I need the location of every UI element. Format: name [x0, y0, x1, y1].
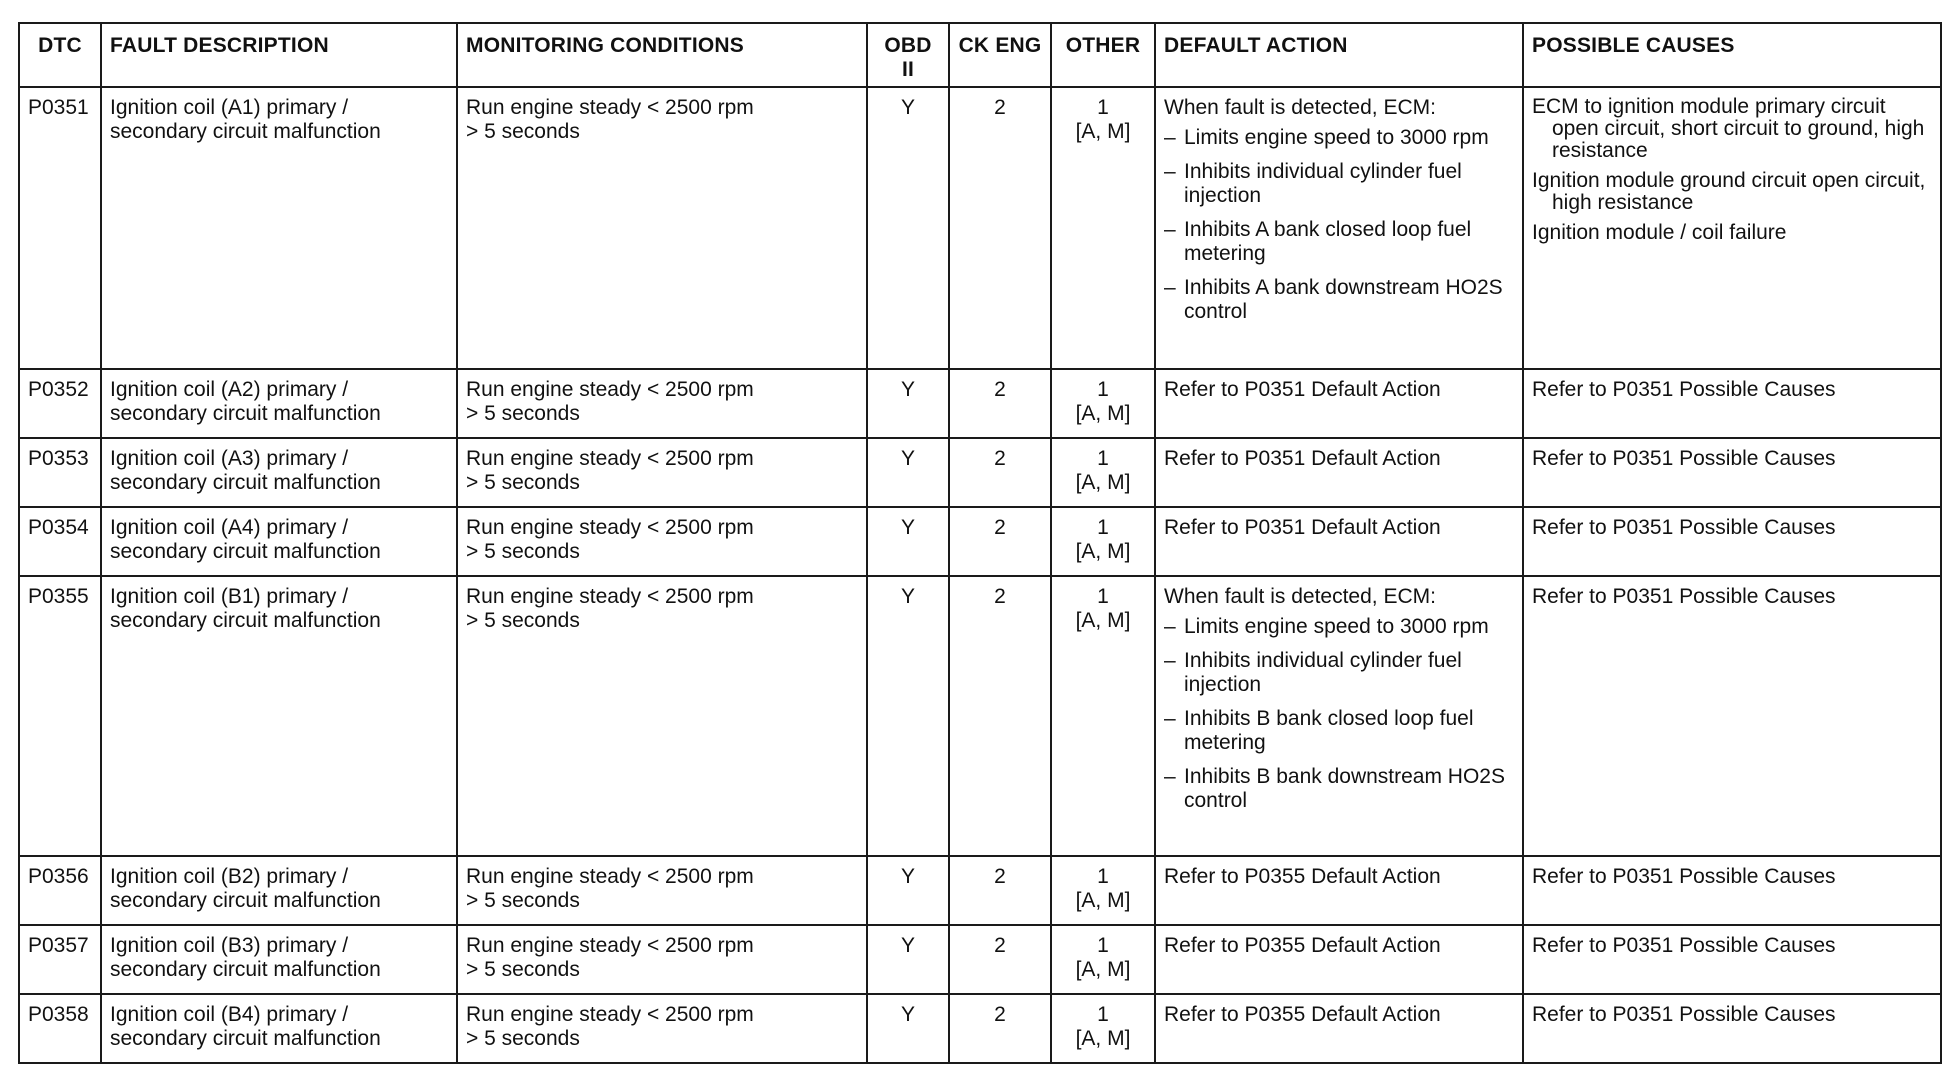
monitoring-line: Run engine steady < 2500 rpm: [466, 378, 754, 401]
header-possible-causes: POSSIBLE CAUSES: [1523, 23, 1941, 87]
cause-item: Ignition module / coil failure: [1532, 221, 1787, 244]
header-ck-eng: CK ENG: [949, 23, 1051, 87]
dtc-document: [18, 22, 1940, 1064]
cause-item: Ignition module ground circuit open circuit, high resistance: [1532, 169, 1926, 214]
other-value: [1051, 925, 1155, 994]
ck-eng-value: 2: [949, 994, 1051, 1063]
default-action: Refer to P0351 Default Action: [1155, 507, 1523, 576]
action-item: – Inhibits A bank downstream HO2S control: [1164, 276, 1514, 324]
other-codes: [A, M]: [1075, 471, 1131, 494]
default-action: Refer to P0351 Default Action: [1155, 369, 1523, 438]
monitoring-conditions: [457, 507, 867, 576]
monitoring-conditions: [457, 438, 867, 507]
dtc-code: P0353: [19, 438, 101, 507]
fault-description: Ignition coil (A3) primary / secondary circuit malfunction: [101, 438, 457, 507]
default-action: Refer to P0351 Default Action: [1155, 438, 1523, 507]
dtc-code: P0351: [19, 87, 101, 369]
monitoring-line: Run engine steady < 2500 rpm: [466, 516, 754, 539]
monitoring-conditions: [457, 925, 867, 994]
monitoring-line: Run engine steady < 2500 rpm: [466, 934, 754, 957]
other-codes: [A, M]: [1075, 889, 1131, 912]
possible-causes: Refer to P0351 Possible Causes: [1523, 576, 1941, 856]
possible-causes: Refer to P0351 Possible Causes: [1523, 856, 1941, 925]
monitoring-line: > 5 seconds: [466, 609, 580, 632]
monitoring-conditions: [457, 576, 867, 856]
obd-ii-value: Y: [867, 507, 949, 576]
ck-eng-value: 2: [949, 438, 1051, 507]
action-item: – Inhibits B bank closed loop fuel metering: [1164, 707, 1514, 755]
ck-eng-value: 2: [949, 925, 1051, 994]
monitoring-line: Run engine steady < 2500 rpm: [466, 1003, 754, 1026]
fault-description: Ignition coil (A2) primary / secondary circuit malfunction: [101, 369, 457, 438]
default-action: [1155, 576, 1523, 856]
ck-eng-value: 2: [949, 87, 1051, 369]
ck-eng-value: 2: [949, 856, 1051, 925]
other-number: 1: [1097, 1003, 1109, 1026]
possible-causes: Refer to P0351 Possible Causes: [1523, 369, 1941, 438]
other-codes: [A, M]: [1075, 609, 1131, 632]
header-fault-description: FAULT DESCRIPTION: [101, 23, 457, 87]
default-action: Refer to P0355 Default Action: [1155, 994, 1523, 1063]
header-other: OTHER: [1051, 23, 1155, 87]
obd-ii-value: Y: [867, 856, 949, 925]
monitoring-line: > 5 seconds: [466, 889, 580, 912]
other-value: [1051, 87, 1155, 369]
other-codes: [A, M]: [1075, 402, 1131, 425]
header-dtc: DTC: [19, 23, 101, 87]
monitoring-line: Run engine steady < 2500 rpm: [466, 447, 754, 470]
monitoring-line: > 5 seconds: [466, 1027, 580, 1050]
monitoring-line: > 5 seconds: [466, 958, 580, 981]
dtc-code: P0355: [19, 576, 101, 856]
obd-ii-value: Y: [867, 438, 949, 507]
table-row: [19, 925, 1941, 994]
dtc-code: P0352: [19, 369, 101, 438]
possible-causes: [1523, 87, 1941, 369]
ck-eng-value: 2: [949, 507, 1051, 576]
action-item: – Inhibits individual cylinder fuel injection: [1164, 160, 1514, 208]
ck-eng-value: 2: [949, 369, 1051, 438]
table-row: [19, 369, 1941, 438]
table-row: [19, 87, 1941, 369]
action-item: – Limits engine speed to 3000 rpm: [1164, 615, 1514, 639]
other-number: 1: [1097, 865, 1109, 888]
cause-item: ECM to ignition module primary circuit open circuit, short circuit to ground, high resistance: [1532, 95, 1925, 162]
other-codes: [A, M]: [1075, 120, 1131, 143]
ck-eng-value: 2: [949, 576, 1051, 856]
fault-description: Ignition coil (B2) primary / secondary circuit malfunction: [101, 856, 457, 925]
action-list: [1164, 615, 1514, 813]
other-codes: [A, M]: [1075, 540, 1131, 563]
monitoring-line: Run engine steady < 2500 rpm: [466, 96, 754, 119]
dtc-code: P0356: [19, 856, 101, 925]
obd-ii-value: Y: [867, 994, 949, 1063]
other-number: 1: [1097, 585, 1109, 608]
monitoring-line: > 5 seconds: [466, 540, 580, 563]
action-intro: When fault is detected, ECM:: [1164, 585, 1436, 608]
other-value: [1051, 994, 1155, 1063]
monitoring-conditions: [457, 87, 867, 369]
other-value: [1051, 856, 1155, 925]
dtc-code: P0354: [19, 507, 101, 576]
action-item: – Inhibits B bank downstream HO2S control: [1164, 765, 1514, 813]
other-value: [1051, 438, 1155, 507]
other-number: 1: [1097, 934, 1109, 957]
action-item: – Limits engine speed to 3000 rpm: [1164, 126, 1514, 150]
obd-ii-value: Y: [867, 369, 949, 438]
obd-ii-value: Y: [867, 576, 949, 856]
possible-causes: Refer to P0351 Possible Causes: [1523, 925, 1941, 994]
fault-description: Ignition coil (B1) primary / secondary circuit malfunction: [101, 576, 457, 856]
action-intro: When fault is detected, ECM:: [1164, 96, 1436, 119]
monitoring-line: > 5 seconds: [466, 402, 580, 425]
monitoring-line: > 5 seconds: [466, 120, 580, 143]
table-row: [19, 856, 1941, 925]
table-row: [19, 438, 1941, 507]
fault-description: Ignition coil (B4) primary / secondary circuit malfunction: [101, 994, 457, 1063]
other-number: 1: [1097, 378, 1109, 401]
table-header-row: [19, 23, 1941, 87]
fault-description: Ignition coil (A1) primary / secondary circuit malfunction: [101, 87, 457, 369]
header-obd-ii: OBD II: [867, 23, 949, 87]
other-number: 1: [1097, 516, 1109, 539]
fault-description: Ignition coil (B3) primary / secondary circuit malfunction: [101, 925, 457, 994]
monitoring-line: Run engine steady < 2500 rpm: [466, 585, 754, 608]
table-row: [19, 576, 1941, 856]
action-list: [1164, 126, 1514, 324]
action-item: – Inhibits A bank closed loop fuel metering: [1164, 218, 1514, 266]
table-row: [19, 994, 1941, 1063]
default-action: Refer to P0355 Default Action: [1155, 925, 1523, 994]
other-number: 1: [1097, 96, 1109, 119]
default-action: Refer to P0355 Default Action: [1155, 856, 1523, 925]
possible-causes: Refer to P0351 Possible Causes: [1523, 507, 1941, 576]
monitoring-conditions: [457, 369, 867, 438]
other-codes: [A, M]: [1075, 958, 1131, 981]
obd-ii-value: Y: [867, 925, 949, 994]
possible-causes: Refer to P0351 Possible Causes: [1523, 438, 1941, 507]
action-item: – Inhibits individual cylinder fuel injection: [1164, 649, 1514, 697]
dtc-table: [18, 22, 1942, 1064]
monitoring-line: Run engine steady < 2500 rpm: [466, 865, 754, 888]
header-default-action: DEFAULT ACTION: [1155, 23, 1523, 87]
monitoring-line: > 5 seconds: [466, 471, 580, 494]
other-value: [1051, 369, 1155, 438]
header-monitoring-conditions: MONITORING CONDITIONS: [457, 23, 867, 87]
table-row: [19, 507, 1941, 576]
other-value: [1051, 576, 1155, 856]
other-number: 1: [1097, 447, 1109, 470]
possible-causes: Refer to P0351 Possible Causes: [1523, 994, 1941, 1063]
default-action: [1155, 87, 1523, 369]
fault-description: Ignition coil (A4) primary / secondary circuit malfunction: [101, 507, 457, 576]
other-codes: [A, M]: [1075, 1027, 1131, 1050]
monitoring-conditions: [457, 856, 867, 925]
dtc-code: P0358: [19, 994, 101, 1063]
other-value: [1051, 507, 1155, 576]
obd-ii-value: Y: [867, 87, 949, 369]
monitoring-conditions: [457, 994, 867, 1063]
dtc-code: P0357: [19, 925, 101, 994]
